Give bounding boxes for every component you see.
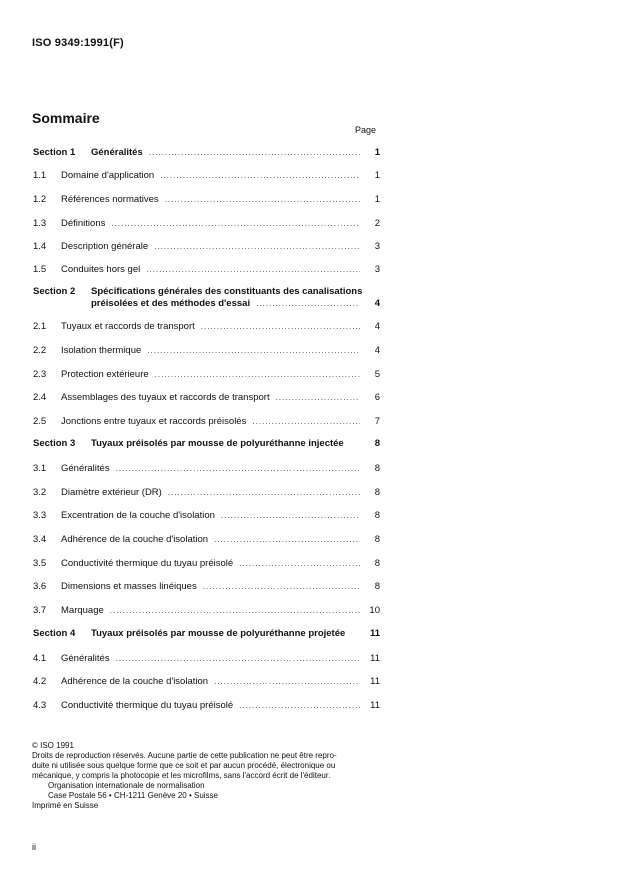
toc-entry[interactable]: [33, 170, 380, 182]
toc-entry[interactable]: [33, 581, 380, 593]
copyright-notice: [32, 741, 384, 811]
toc-number: 2.2: [33, 345, 47, 356]
toc-entry[interactable]: [33, 286, 380, 298]
toc-page: 8: [374, 510, 380, 521]
toc-title: Définitions: [61, 218, 106, 229]
toc-entry[interactable]: [33, 700, 380, 712]
dot-leader: [168, 487, 360, 499]
dot-leader: [146, 264, 360, 276]
toc-number: 2.4: [33, 392, 47, 403]
toc-title: Jonctions entre tuyaux et raccords préisolés: [61, 416, 247, 427]
toc-entry[interactable]: [33, 392, 380, 404]
toc-entry[interactable]: [33, 558, 380, 570]
toc-entry[interactable]: [33, 416, 380, 428]
toc-page: 4: [374, 345, 380, 356]
toc-entry[interactable]: [33, 628, 380, 640]
document-id: ISO 9349:1991(F): [32, 37, 124, 49]
printed-in: Imprimé en Suisse: [32, 801, 99, 810]
toc-entry[interactable]: [33, 218, 380, 230]
toc-number: 2.3: [33, 369, 47, 380]
toc-title-line2: préisolées et des méthodes d'essai: [91, 298, 251, 309]
toc-page: 11: [370, 676, 380, 687]
toc-entry[interactable]: [33, 438, 380, 450]
organisation-name: Organisation internationale de normalisation: [48, 781, 205, 790]
toc-page: 8: [374, 438, 380, 449]
toc-number: 1.5: [33, 264, 47, 275]
dot-leader: [214, 534, 360, 546]
toc-entry[interactable]: [33, 487, 380, 499]
toc-page: 2: [374, 218, 380, 229]
toc-title: Dimensions et masses linéiques: [61, 581, 197, 592]
toc-title: Domaine d'application: [61, 170, 155, 181]
toc-page: 1: [374, 194, 380, 205]
copyright-line: Droits de reproduction réservés. Aucune partie de cette publication ne peut être repro-: [32, 751, 337, 760]
toc-number: 3.4: [33, 534, 47, 545]
dot-leader: [110, 605, 360, 617]
toc-page: 6: [374, 392, 380, 403]
page-title: Sommaire: [32, 110, 100, 126]
dot-leader: [149, 147, 360, 159]
toc-entry[interactable]: [33, 605, 380, 617]
dot-leader: [165, 194, 360, 206]
toc-page: 8: [374, 558, 380, 569]
dot-leader: [276, 392, 360, 404]
toc-title: Tuyaux préisolés par mousse de polyuréthanne projetée: [91, 628, 346, 639]
toc-title: Tuyaux préisolés par mousse de polyuréthanne injectée: [91, 438, 344, 449]
toc-title: Références normatives: [61, 194, 159, 205]
toc-entry[interactable]: [33, 369, 380, 381]
toc-title: Excentration de la couche d'isolation: [61, 510, 215, 521]
dot-leader: [252, 416, 360, 428]
toc-number: 1.1: [33, 170, 47, 181]
toc-title: Conductivité thermique du tuyau préisolé: [61, 558, 234, 569]
copyright-line: duite ni utilisée sous quelque forme que ce soit et par aucun procédé, électronique ou: [32, 761, 336, 770]
toc-number: 3.1: [33, 463, 47, 474]
dot-leader: [155, 369, 360, 381]
dot-leader: [203, 581, 360, 593]
toc-number: 1.3: [33, 218, 47, 229]
toc-entry-continuation[interactable]: [33, 298, 380, 310]
dot-leader: [116, 653, 360, 665]
toc-title: Tuyaux et raccords de transport: [61, 321, 195, 332]
toc-entry[interactable]: [33, 345, 380, 357]
toc-number: Section 1: [33, 147, 76, 158]
toc-page: 11: [370, 653, 380, 664]
toc-number: 1.4: [33, 241, 47, 252]
dot-leader: [160, 170, 360, 182]
toc-entry[interactable]: [33, 264, 380, 276]
toc-title: Isolation thermique: [61, 345, 142, 356]
dot-leader: [154, 241, 360, 253]
dot-leader: [256, 298, 360, 310]
toc-number: 1.2: [33, 194, 47, 205]
toc-number: Section 4: [33, 628, 76, 639]
dot-leader: [239, 558, 360, 570]
toc-page: 8: [374, 581, 380, 592]
toc-entry[interactable]: [33, 147, 380, 159]
toc-number: 4.3: [33, 700, 47, 711]
toc-page: 11: [369, 628, 380, 639]
toc-page: 5: [374, 369, 380, 380]
toc-entry[interactable]: [33, 534, 380, 546]
toc-entry[interactable]: [33, 241, 380, 253]
toc-page: 3: [374, 264, 380, 275]
toc-title: Description générale: [61, 241, 149, 252]
toc-title: Conduites hors gel: [61, 264, 141, 275]
dot-leader: [214, 676, 360, 688]
dot-leader: [147, 345, 360, 357]
toc-title: Généralités: [61, 653, 110, 664]
toc-page: 7: [374, 416, 380, 427]
toc-entry[interactable]: [33, 321, 380, 333]
toc-title: Assemblages des tuyaux et raccords de transport: [61, 392, 270, 403]
toc-title: Adhérence de la couche d'isolation: [61, 676, 209, 687]
copyright-line: mécanique, y compris la photocopie et les microfilms, sans l'accord écrit de l'éditeur.: [32, 771, 331, 780]
toc-page: 8: [374, 534, 380, 545]
toc-number: 4.1: [33, 653, 47, 664]
toc-page: 1: [374, 170, 380, 181]
toc-title-line1: Spécifications générales des constituants des canalisations: [91, 286, 363, 297]
toc-title: Généralités: [61, 463, 110, 474]
dot-leader: [201, 321, 360, 333]
toc-page: 8: [374, 487, 380, 498]
toc-number: 2.5: [33, 416, 47, 427]
toc-number: 3.5: [33, 558, 47, 569]
dot-leader: [116, 463, 360, 475]
toc-number: 3.6: [33, 581, 47, 592]
toc-title: Généralités: [91, 147, 143, 158]
toc-page: 4: [374, 321, 380, 332]
dot-leader: [239, 700, 360, 712]
toc-title: Adhérence de la couche d'isolation: [61, 534, 209, 545]
page-column-label: Page: [355, 125, 377, 135]
toc-page: 8: [374, 463, 380, 474]
toc-page: 10: [369, 605, 380, 616]
toc-entry[interactable]: [33, 510, 380, 522]
page-number: ii: [32, 842, 36, 852]
toc-number: 3.2: [33, 487, 47, 498]
toc-number: Section 3: [33, 438, 76, 449]
copyright-line: © ISO 1991: [32, 741, 74, 750]
dot-leader: [111, 218, 360, 230]
toc-number: 3.7: [33, 605, 47, 616]
toc-entry[interactable]: [33, 653, 380, 665]
toc-entry[interactable]: [33, 463, 380, 475]
toc-number: Section 2: [33, 286, 76, 297]
toc-entry[interactable]: [33, 676, 380, 688]
toc-title: Diamètre extérieur (DR): [61, 487, 162, 498]
toc-page: 3: [374, 241, 380, 252]
toc-number: 3.3: [33, 510, 47, 521]
toc-title: Marquage: [61, 605, 104, 616]
organisation-address: Case Postale 56 • CH-1211 Genève 20 • Suisse: [48, 791, 218, 800]
toc-entry[interactable]: [33, 194, 380, 206]
toc-number: 2.1: [33, 321, 47, 332]
toc-page: 4: [374, 298, 380, 309]
toc-title: Conductivité thermique du tuyau préisolé: [61, 700, 234, 711]
toc-page: 11: [370, 700, 380, 711]
toc-page: 1: [374, 147, 380, 158]
toc-title: Protection extérieure: [61, 369, 149, 380]
dot-leader: [221, 510, 360, 522]
toc-number: 4.2: [33, 676, 47, 687]
